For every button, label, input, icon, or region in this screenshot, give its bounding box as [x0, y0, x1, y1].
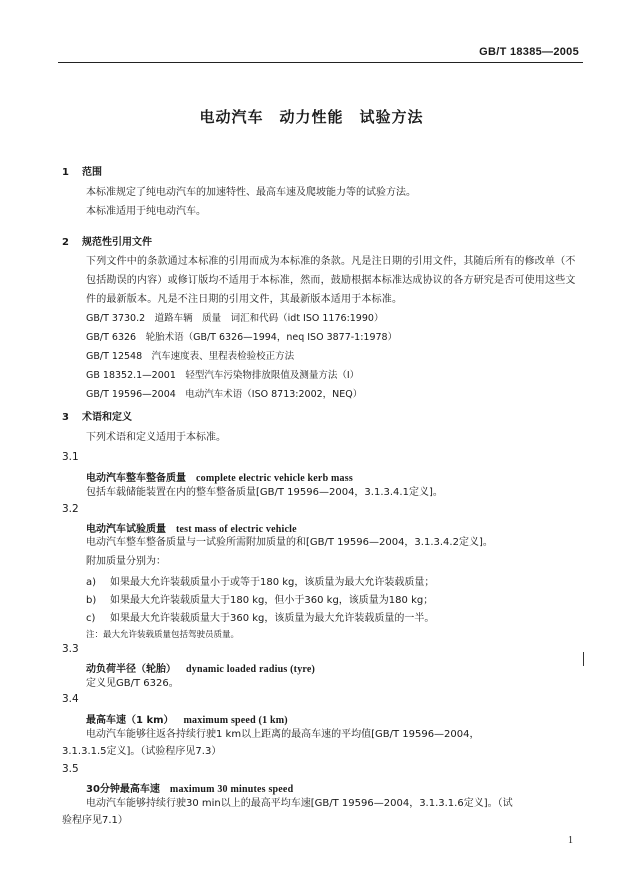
term-sub-text: 附加质量分别为： — [86, 556, 166, 567]
term-definition: 电动汽车能够往返各持续行驶1 km以上距离的最高车速的平均值[GB/T 19596—2004， — [86, 729, 480, 740]
reference-item: GB/T 12548 汽车速度表、里程表检验校正方法 — [86, 351, 295, 362]
section-2-intro: 下列文件中的条款通过本标准的引用而成为本标准的条款。凡是注日期的引用文件，其随后所有的修改单（不包括勘误的内容）或修订版均不适用于本标准，然而，鼓励根据本标准达成协议的各方研究是否可使用这些文件的最新版本。凡是不注日期的引用文件，其最新版本适用于本标准。 — [86, 256, 576, 305]
term-chinese: 电动汽车试验质量 — [86, 524, 166, 535]
list-item — [86, 609, 434, 624]
list-text: 如果最大允许装载质量大于180 kg，但小于360 kg，该质量为180 kg； — [110, 595, 434, 606]
list-item — [86, 573, 434, 588]
section-number: 1 — [62, 167, 69, 178]
term-definition-continued: 3.1.3.1.5定义]。（试验程序见7.3） — [62, 746, 222, 757]
list-label: c) — [86, 613, 96, 624]
term-definition-continued: 验程序见7.1） — [62, 815, 128, 826]
clause-number: 3.1 — [62, 451, 79, 463]
term-chinese: 动负荷半径（轮胎） — [86, 664, 176, 675]
section-1-paragraph-2: 本标准适用于纯电动汽车。 — [86, 206, 206, 217]
term-english: dynamic loaded radius (tyre) — [186, 664, 316, 675]
term-heading — [86, 469, 353, 484]
section-1-paragraph-1: 本标准规定了纯电动汽车的加速特性、最高车速及爬坡能力等的试验方法。 — [86, 187, 416, 198]
reference-item: GB 18352.1—2001 轻型汽车污染物排放限值及测量方法（Ⅰ） — [86, 370, 360, 381]
list-text: 如果最大允许装载质量小于或等于180 kg，该质量为最大允许装载质量； — [110, 577, 435, 588]
term-chinese: 电动汽车整车整备质量 — [86, 473, 186, 484]
section-number: 3 — [62, 412, 69, 423]
margin-change-bar — [583, 652, 584, 666]
term-english: maximum speed (1 km) — [183, 715, 288, 726]
reference-item: GB/T 3730.2 道路车辆 质量 词汇和代码（idt ISO 1176:1990） — [86, 313, 384, 324]
term-heading — [86, 780, 293, 795]
term-definition: 包括车载储能装置在内的整车整备质量[GB/T 19596—2004，3.1.3.4.1定义]。 — [86, 487, 443, 498]
document-title: 电动汽车 动力性能 试验方法 — [199, 108, 424, 126]
section-1-heading — [62, 163, 102, 178]
section-number: 2 — [62, 237, 69, 248]
term-chinese: 最高车速（1 km） — [86, 715, 174, 726]
list-item — [86, 591, 433, 606]
term-english: maximum 30 minutes speed — [169, 784, 294, 795]
header-divider — [58, 62, 583, 63]
term-heading — [86, 520, 297, 535]
term-chinese: 30分钟最高车速 — [86, 784, 160, 795]
standard-code: GB/T 18385—2005 — [479, 46, 579, 58]
section-title: 规范性引用文件 — [82, 237, 152, 248]
section-3-intro: 下列术语和定义适用于本标准。 — [86, 432, 226, 443]
section-title: 范围 — [82, 167, 102, 178]
clause-number: 3.5 — [62, 763, 79, 775]
reference-item: GB/T 19596—2004 电动汽车术语（ISO 8713:2002，NEQ） — [86, 389, 363, 400]
clause-number: 3.3 — [62, 643, 79, 655]
list-label: a) — [86, 577, 97, 588]
term-heading — [86, 660, 315, 675]
term-definition: 电动汽车整车整备质量与一试验所需附加质量的和[GB/T 19596—2004，3.1.3.4.2定义]。 — [86, 537, 493, 548]
clause-number: 3.2 — [62, 503, 79, 515]
section-3-heading — [62, 408, 132, 423]
term-heading — [86, 711, 288, 726]
clause-number: 3.4 — [62, 693, 79, 705]
page-number: 1 — [568, 835, 573, 846]
term-english: test mass of electric vehicle — [176, 524, 297, 535]
section-2-heading — [62, 233, 152, 248]
term-english: complete electric vehicle kerb mass — [196, 473, 353, 484]
section-title: 术语和定义 — [82, 412, 132, 423]
list-label: b) — [86, 595, 97, 606]
term-note: 注：最大允许装载质量包括驾驶员质量。 — [86, 630, 240, 640]
term-definition: 定义见GB/T 6326。 — [86, 678, 179, 689]
list-text: 如果最大允许装载质量大于360 kg，该质量为最大允许装载质量的一半。 — [110, 613, 435, 624]
reference-item: GB/T 6326 轮胎术语（GB/T 6326—1994，neq ISO 3877-1:1978） — [86, 332, 398, 343]
term-definition: 电动汽车能够持续行驶30 min以上的最高平均车速[GB/T 19596—2004，3.1.3.1.6定义]。（试 — [86, 798, 513, 809]
